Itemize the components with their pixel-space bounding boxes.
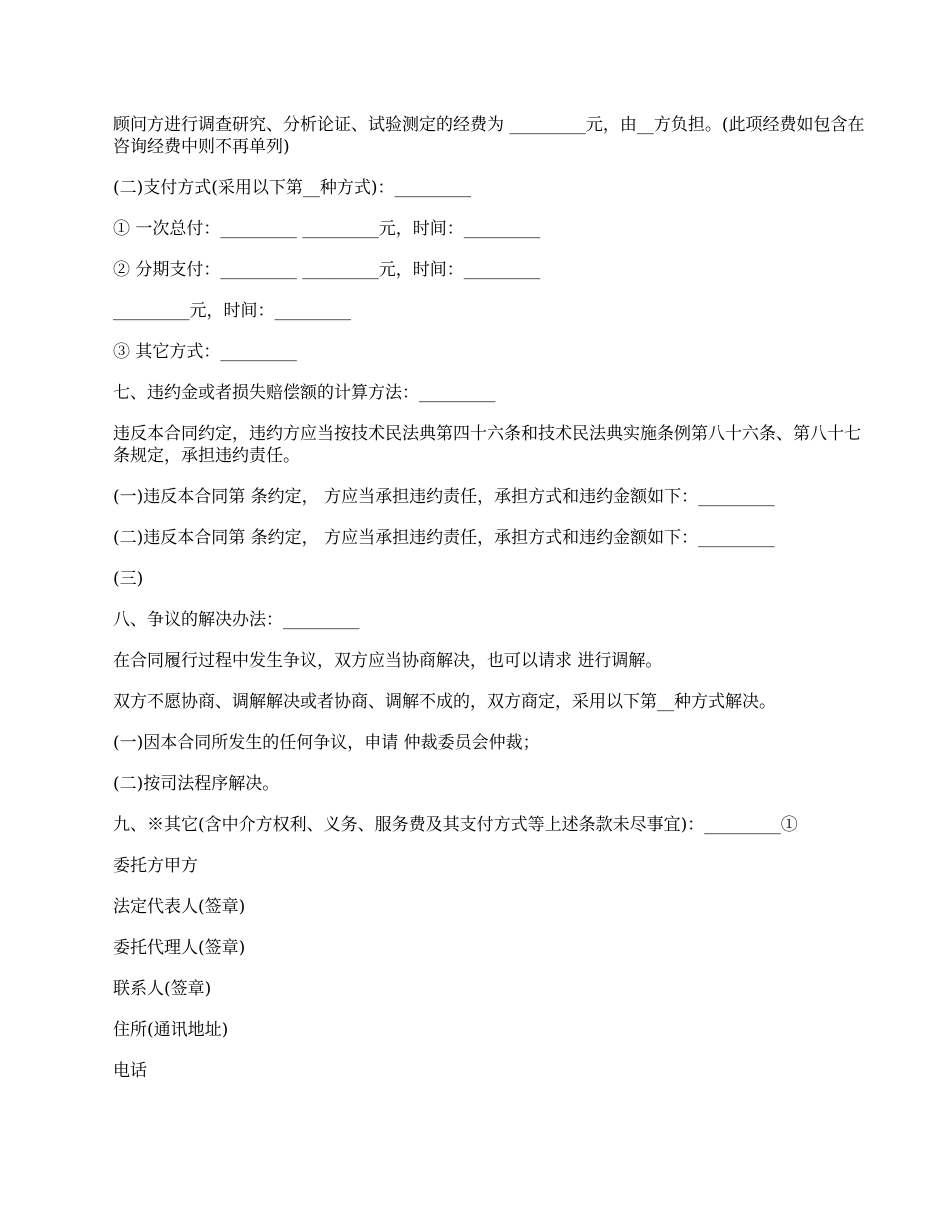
paragraph-judicial: (二)按司法程序解决。 [113,774,280,794]
signature-authorized-agent: 委托代理人(签章) [113,938,246,958]
paragraph-installment: ② 分期支付：_________ _________元，时间：_________ [113,260,541,280]
paragraph-breach-item-2: (二)违反本合同第 条约定， 方应当承担违约责任，承担方式和违约金额如下：_________ [113,528,775,548]
signature-client-party-a: 委托方甲方 [113,856,198,876]
paragraph-payment-method: (二)支付方式(采用以下第__种方式)：_________ [113,178,472,198]
signature-contact-person: 联系人(签章) [113,979,212,999]
document-page [113,114,873,1101]
signature-phone: 电话 [113,1061,147,1081]
section-7-heading: 七、违约金或者损失赔偿额的计算方法：_________ [113,383,496,403]
paragraph-breach-item-3: (三) [113,569,144,589]
signature-address: 住所(通讯地址) [113,1020,229,1040]
paragraph-arbitration: (一)因本合同所发生的任何争议，申请 仲裁委员会仲裁； [113,733,540,753]
section-9-heading: 九、※其它(含中介方权利、义务、服务费及其支付方式等上述条款未尽事宜)：_________① [113,815,798,835]
paragraph-installment-continued: _________元，时间：_________ [113,301,351,321]
paragraph-lump-sum: ① 一次总付：_________ _________元，时间：_________ [113,219,541,239]
paragraph-dispute-method: 双方不愿协商、调解解决或者协商、调解不成的，双方商定，采用以下第__种方式解决。 [113,692,776,712]
paragraph-other-method: ③ 其它方式：_________ [113,342,297,362]
paragraph-consulting-expense: 顾问方进行调查研究、分析论证、试验测定的经费为 _________元，由__方负担。(此项经费如包含在咨询经费中则不再单列) [113,115,865,157]
paragraph-breach-item-1: (一)违反本合同第 条约定， 方应当承担违约责任，承担方式和违约金额如下：_________ [113,487,775,507]
section-8-heading: 八、争议的解决办法：_________ [113,610,360,630]
signature-legal-representative: 法定代表人(签章) [113,897,246,917]
paragraph-breach-liability: 违反本合同约定，违约方应当按技术民法典第四十六条和技术民法典实施条例第八十六条、第八十七条规定，承担违约责任。 [113,424,861,466]
paragraph-dispute-negotiation: 在合同履行过程中发生争议，双方应当协商解决，也可以请求 进行调解。 [113,651,663,671]
